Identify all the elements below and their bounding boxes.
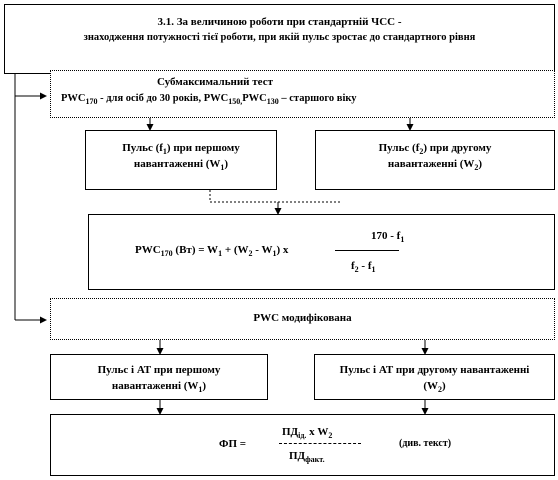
pwc170-formula-box — [88, 214, 555, 290]
pulse-second-load-box — [315, 130, 555, 190]
submax-title: Субмаксимальний тест — [157, 76, 273, 88]
pwc-modified-box — [50, 298, 555, 340]
formula-lhs: $PWC_{170}$ $(Вт) = W_1 + (W_2 - W_1)$ х — [135, 244, 289, 259]
fp-note: (див. текст) — [399, 438, 452, 449]
fp-denominator: $ПД_{факт.}$ — [289, 450, 325, 465]
fp-lhs: ФП = — [219, 438, 247, 450]
intro-line-2: знаходження потужності тієї роботи, при якій пульс зростає до стандартного рівня — [83, 32, 476, 43]
pulse-bp-second-line-1: Пульс і АТ при другому навантаженні — [339, 364, 530, 376]
fp-fraction-bar — [279, 443, 361, 444]
intro-line-1: 3.1. За величиною роботи при стандартній ЧСС - — [157, 16, 402, 28]
pulse-first-line-1: Пульс $(f_1)$ при першому — [122, 142, 240, 157]
pwc-modified-label: PWC модифікована — [253, 312, 352, 324]
pulse-bp-first-load-box — [50, 354, 268, 400]
pulse-second-line-2: навантаженні $(W_2)$ — [387, 158, 483, 173]
pulse-bp-first-line-2: навантаженні $(W_1)$ — [111, 380, 207, 395]
pulse-first-line-2: навантаженні $(W_1)$ — [133, 158, 229, 173]
submax-description: $PWC_{170}$ - для осіб до 30 років, $PWC_{150,}PWC_{130}$ – старшого віку — [61, 93, 357, 107]
pulse-first-load-box — [85, 130, 277, 190]
pulse-second-line-1: Пульс $(f_2)$ при другому — [378, 142, 492, 157]
pulse-bp-second-load-box — [314, 354, 555, 400]
fp-formula-box — [50, 414, 555, 476]
intro-box — [4, 4, 555, 74]
pulse-bp-first-line-1: Пульс і АТ при першому — [97, 364, 221, 376]
pulse-bp-second-line-2: $(W_2)$ — [423, 380, 446, 395]
formula-numerator: $170 - f_1$ — [371, 230, 405, 245]
formula-denominator: $f_2 - f_1$ — [351, 260, 376, 275]
submax-test-box — [50, 70, 555, 118]
formula-fraction-bar — [335, 250, 399, 251]
fp-numerator: $ПД_{ід.}$ х $W_2$ — [282, 426, 333, 441]
